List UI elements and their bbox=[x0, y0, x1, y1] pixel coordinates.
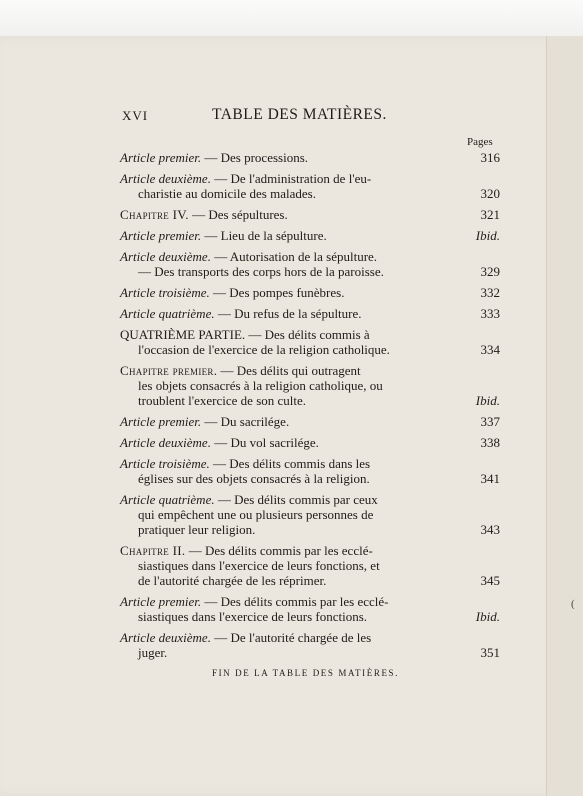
page-header bbox=[0, 108, 583, 128]
toc-entry-first-line bbox=[120, 363, 500, 378]
toc-entry-page: Ibid. bbox=[475, 228, 500, 243]
toc-entry-text: — Lieu de la sépulture. bbox=[204, 228, 327, 243]
toc-entry-text: juger. bbox=[138, 645, 168, 660]
toc-entry-first-line bbox=[120, 306, 500, 321]
toc-entry-continuation bbox=[120, 573, 500, 588]
toc-entry bbox=[120, 228, 500, 243]
toc-entry bbox=[120, 249, 500, 279]
toc-entry bbox=[120, 150, 500, 165]
toc-entry-page: 332 bbox=[480, 285, 500, 300]
toc-entry-first-line bbox=[120, 207, 500, 222]
toc-entry-heading: Chapitre premier. bbox=[120, 363, 218, 378]
toc-entry-page: 321 bbox=[480, 207, 500, 222]
pages-column-label: Pages bbox=[467, 136, 493, 148]
toc-entry-first-line bbox=[120, 435, 500, 450]
toc-entry bbox=[120, 456, 500, 486]
toc-entry bbox=[120, 207, 500, 222]
toc-entry bbox=[120, 306, 500, 321]
toc-entry-text: — Des délits commis par les ecclé- bbox=[188, 543, 373, 558]
toc-entry-text: — Des pompes funèbres. bbox=[213, 285, 345, 300]
toc-entry-heading: Article premier. bbox=[120, 594, 202, 609]
toc-entry-heading: Article deuxième. bbox=[120, 171, 211, 186]
toc-entry-heading: Article premier. bbox=[120, 228, 202, 243]
page-title: TABLE DES MATIÈRES. bbox=[212, 106, 387, 123]
background-surface bbox=[0, 0, 583, 38]
toc-entry-heading: Article deuxième. bbox=[120, 249, 211, 264]
toc-entry-heading: QUATRIÈME PARTIE. bbox=[120, 327, 246, 342]
toc-entry-first-line bbox=[120, 630, 500, 645]
toc-entry-text: l'occasion de l'exercice de la religion catholique. bbox=[138, 342, 390, 357]
toc-entry-page: 320 bbox=[480, 186, 500, 201]
toc-entry-continuation bbox=[120, 645, 500, 660]
toc-entry-page: Ibid. bbox=[475, 609, 500, 624]
toc-entry-text: — Du vol sacrilége. bbox=[214, 435, 319, 450]
toc-entry-continuation bbox=[120, 507, 500, 522]
toc-entry-text: — De l'autorité chargée de les bbox=[214, 630, 372, 645]
toc-entry-page: 338 bbox=[480, 435, 500, 450]
toc-entry-first-line bbox=[120, 456, 500, 471]
toc-entry-heading: Article premier. bbox=[120, 414, 202, 429]
toc-entry-heading: Article premier. bbox=[120, 150, 202, 165]
toc-entry bbox=[120, 543, 500, 588]
toc-entry-first-line bbox=[120, 285, 500, 300]
toc-entry-text: églises sur des objets consacrés à la religion. bbox=[138, 471, 370, 486]
toc-entry-text: — Des processions. bbox=[204, 150, 309, 165]
toc-entry-text: qui empêchent une ou plusieurs personnes de bbox=[138, 507, 374, 522]
toc-entry-page: Ibid. bbox=[475, 393, 500, 408]
toc-entry-page: 333 bbox=[480, 306, 500, 321]
toc-entry-first-line bbox=[120, 543, 500, 558]
toc-entry-heading: Chapitre IV. bbox=[120, 207, 189, 222]
toc-entry-first-line bbox=[120, 594, 500, 609]
toc-entry-text: charistie au domicile des malades. bbox=[138, 186, 316, 201]
table-of-contents bbox=[120, 150, 500, 666]
toc-entry-text: pratiquer leur religion. bbox=[138, 522, 256, 537]
toc-entry bbox=[120, 171, 500, 201]
toc-entry-heading: Article deuxième. bbox=[120, 435, 211, 450]
toc-entry-page: 334 bbox=[480, 342, 500, 357]
toc-entry-continuation bbox=[120, 393, 500, 408]
toc-entry bbox=[120, 492, 500, 537]
toc-entry-heading: Article deuxième. bbox=[120, 630, 211, 645]
toc-entry-heading: Article troisième. bbox=[120, 285, 210, 300]
toc-entry bbox=[120, 435, 500, 450]
toc-entry-page: 316 bbox=[480, 150, 500, 165]
toc-entry-continuation bbox=[120, 471, 500, 486]
toc-entry-text: — De l'administration de l'eu- bbox=[214, 171, 372, 186]
toc-entry bbox=[120, 285, 500, 300]
toc-entry-first-line bbox=[120, 492, 500, 507]
toc-entry-page: 345 bbox=[480, 573, 500, 588]
toc-entry-continuation bbox=[120, 378, 500, 393]
toc-entry-text: — Des délits commis par les ecclé- bbox=[204, 594, 389, 609]
toc-entry-text: — Des délits commis par ceux bbox=[217, 492, 378, 507]
toc-entry-continuation bbox=[120, 522, 500, 537]
toc-entry-text: — Du sacrilége. bbox=[204, 414, 290, 429]
toc-entry-continuation bbox=[120, 186, 500, 201]
toc-entry-text: les objets consacrés à la religion catholique, ou bbox=[138, 378, 383, 393]
toc-entry-text: — Des transports des corps hors de la paroisse. bbox=[138, 264, 384, 279]
toc-entry-continuation bbox=[120, 558, 500, 573]
toc-entry-page: 341 bbox=[480, 471, 500, 486]
toc-entry-text: siastiques dans l'exercice de leurs fonctions. bbox=[138, 609, 368, 624]
toc-entry-first-line bbox=[120, 414, 500, 429]
facing-page-fragment: ( bbox=[571, 598, 575, 610]
toc-entry bbox=[120, 363, 500, 408]
toc-entry-heading: Chapitre II. bbox=[120, 543, 186, 558]
toc-entry-text: — Des délits qui outragent bbox=[220, 363, 361, 378]
toc-entry-first-line bbox=[120, 150, 500, 165]
toc-entry-page: 337 bbox=[480, 414, 500, 429]
end-of-table-note: FIN DE LA TABLE DES MATIÈRES. bbox=[211, 668, 400, 678]
toc-entry-heading: Article troisième. bbox=[120, 456, 210, 471]
toc-entry-continuation bbox=[120, 342, 500, 357]
toc-entry-text: troublent l'exercice de son culte. bbox=[138, 393, 307, 408]
toc-entry-first-line bbox=[120, 327, 500, 342]
toc-entry-text: — Des délits commis à bbox=[248, 327, 370, 342]
toc-entry-heading: Article quatrième. bbox=[120, 306, 215, 321]
page-number: XVI bbox=[122, 108, 149, 123]
toc-entry-heading: Article quatrième. bbox=[120, 492, 215, 507]
toc-entry-continuation bbox=[120, 264, 500, 279]
toc-entry-text: — Des délits commis dans les bbox=[213, 456, 371, 471]
toc-entry-page: 343 bbox=[480, 522, 500, 537]
toc-entry-page: 351 bbox=[480, 645, 500, 660]
toc-entry-first-line bbox=[120, 171, 500, 186]
toc-entry bbox=[120, 594, 500, 624]
toc-entry-text: de l'autorité chargée de les réprimer. bbox=[138, 573, 327, 588]
toc-entry-text: — Des sépultures. bbox=[192, 207, 288, 222]
toc-entry-continuation bbox=[120, 609, 500, 624]
toc-entry bbox=[120, 630, 500, 660]
toc-entry-first-line bbox=[120, 249, 500, 264]
toc-entry-text: siastiques dans l'exercice de leurs fonctions, et bbox=[138, 558, 380, 573]
toc-entry bbox=[120, 327, 500, 357]
toc-entry-text: — Du refus de la sépulture. bbox=[217, 306, 362, 321]
toc-entry-page: 329 bbox=[480, 264, 500, 279]
facing-page-edge bbox=[546, 36, 583, 796]
toc-entry-text: — Autorisation de la sépulture. bbox=[214, 249, 378, 264]
toc-entry bbox=[120, 414, 500, 429]
toc-entry-first-line bbox=[120, 228, 500, 243]
